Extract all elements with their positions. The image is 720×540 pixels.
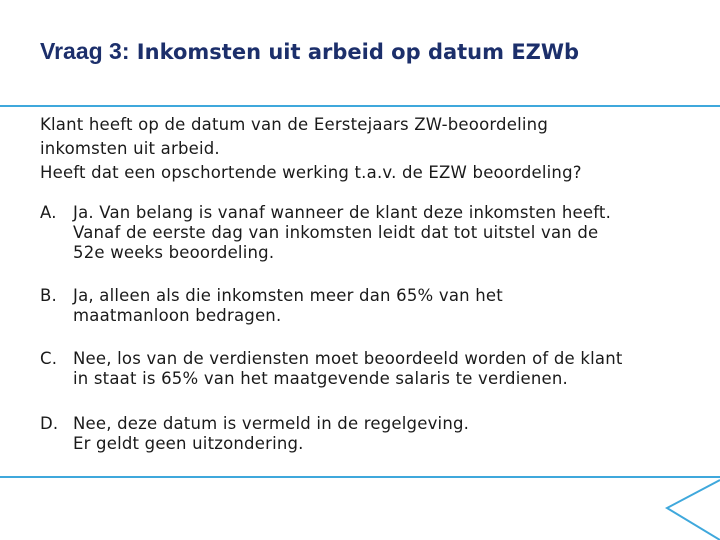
answer-letter: D. <box>40 414 59 433</box>
answer-line: Nee, los van de verdiensten moet beoordeeld worden of de klant <box>73 349 623 368</box>
answer-letter: A. <box>40 203 57 222</box>
answer-line: maatmanloon bedragen. <box>73 306 282 325</box>
answer-letter: C. <box>40 349 58 368</box>
question-line: Heeft dat een opschortende werking t.a.v. de EZW beoordeling? <box>40 163 582 182</box>
answer-line: 52e weeks beoordeling. <box>73 243 275 262</box>
answer-line: Er geldt geen uitzondering. <box>73 434 304 453</box>
corner-chevron-icon <box>655 470 720 540</box>
answer-option-c[interactable] <box>40 349 710 389</box>
question-line: Klant heeft op de datum van de Eerstejaars ZW-beoordeling <box>40 115 548 134</box>
answer-line: Nee, deze datum is vermeld in de regelgeving. <box>73 414 470 433</box>
slide-title <box>40 38 579 65</box>
footer-divider-line <box>0 476 720 478</box>
answer-option-a[interactable] <box>40 203 710 263</box>
answer-line: in staat is 65% van het maatgevende salaris te verdienen. <box>73 369 568 388</box>
answer-line: Ja. Van belang is vanaf wanneer de klant deze inkomsten heeft. <box>73 203 612 222</box>
answer-line: Ja, alleen als die inkomsten meer dan 65% van het <box>73 286 503 305</box>
answer-line: Vanaf de eerste dag van inkomsten leidt dat tot uitstel van de <box>73 223 599 242</box>
answer-option-d[interactable] <box>40 414 710 454</box>
answer-letter: B. <box>40 286 57 305</box>
title-text: Inkomsten uit arbeid op datum EZWb <box>129 40 580 64</box>
question-text <box>40 113 700 185</box>
answer-option-b[interactable] <box>40 286 710 326</box>
question-line: inkomsten uit arbeid. <box>40 139 220 158</box>
title-question-number: Vraag 3: <box>40 38 130 64</box>
title-divider-line <box>0 105 720 107</box>
